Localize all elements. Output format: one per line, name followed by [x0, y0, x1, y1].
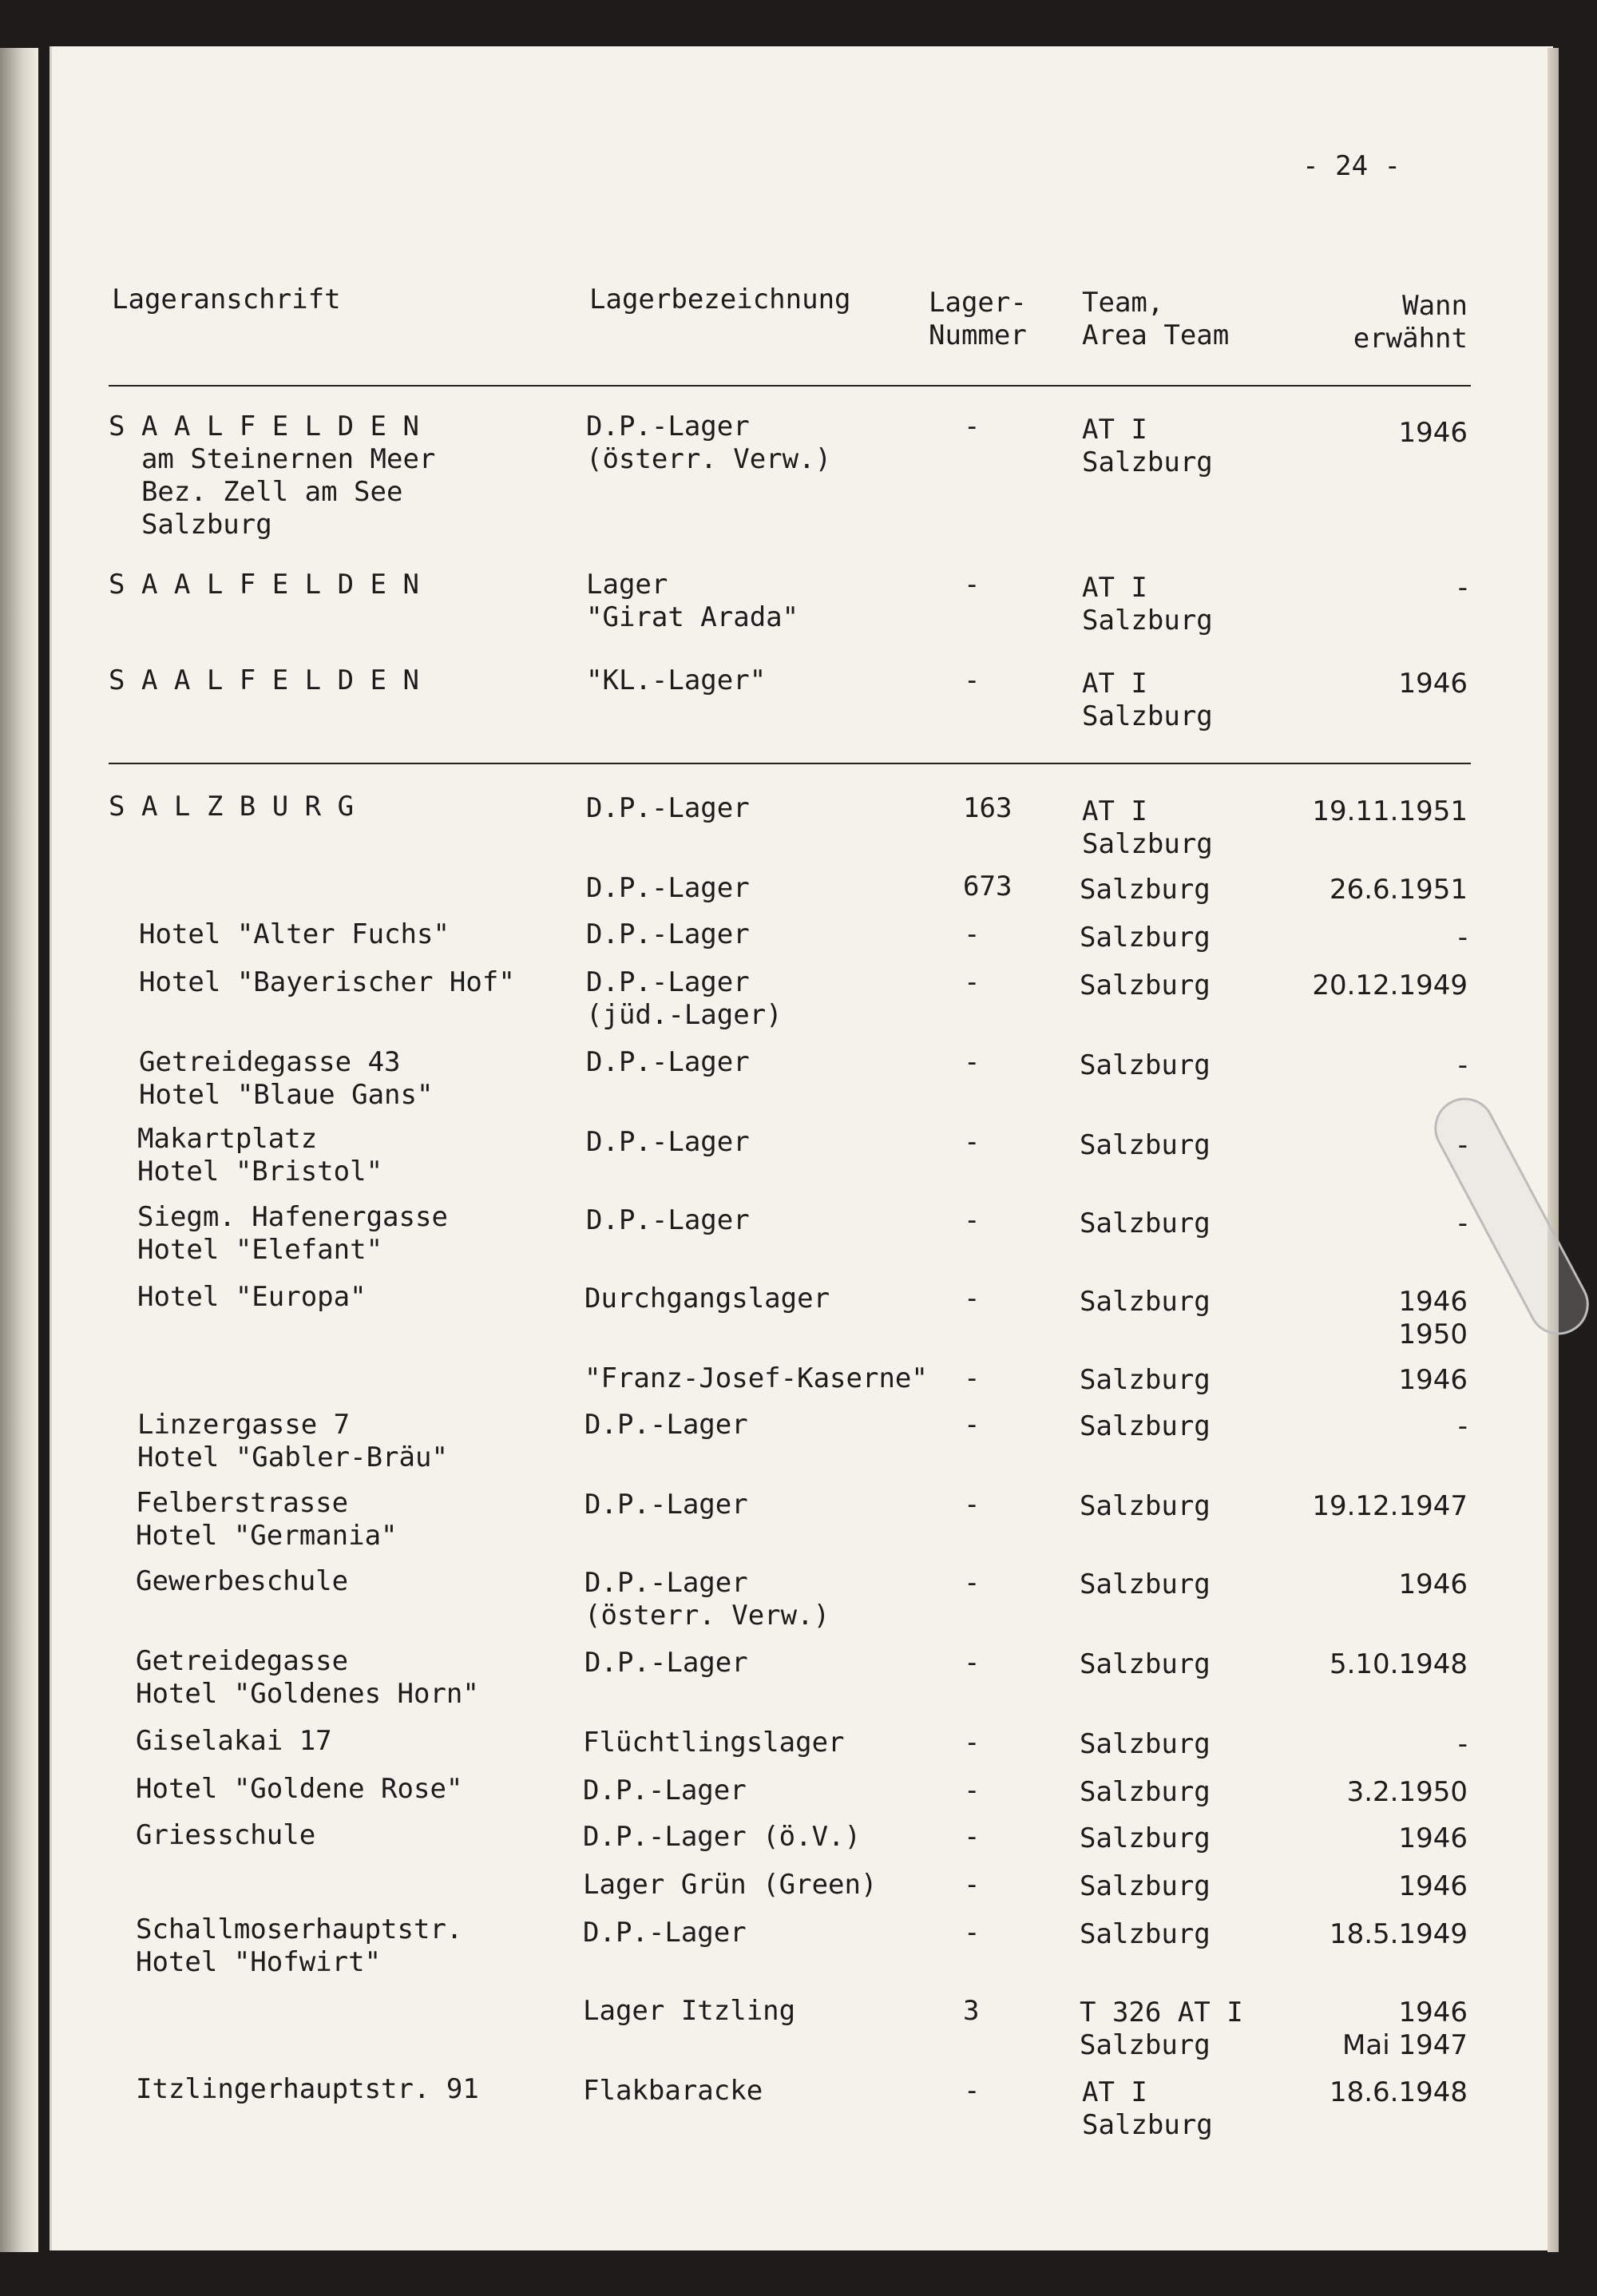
- row-date: 1946: [1398, 1364, 1468, 1396]
- row-number: -: [964, 1917, 981, 1949]
- row-number: -: [964, 569, 981, 601]
- row-date: 26.6.1951: [1329, 874, 1468, 906]
- row-date: -: [1457, 1129, 1468, 1161]
- row-designation: Flüchtlingslager: [583, 1727, 845, 1759]
- row-address: Hotel "Alter Fuchs": [139, 918, 450, 950]
- row-number: -: [964, 1821, 981, 1853]
- page-edge: [1547, 48, 1559, 2252]
- header-rule: [109, 385, 1471, 387]
- row-date: 18.6.1948: [1329, 2076, 1468, 2108]
- row-address: Itzlingerhauptstr. 91: [136, 2073, 479, 2105]
- row-team: Salzburg: [1080, 1049, 1211, 1081]
- page-number: - 24 -: [1302, 150, 1401, 182]
- row-team: Salzburg: [1080, 874, 1211, 906]
- row-date: 1946 Mai 1947: [1342, 1997, 1468, 2061]
- row-number: -: [964, 1647, 981, 1679]
- row-date: -: [1457, 1728, 1468, 1760]
- header-lagerbezeichnung: Lagerbezeichnung: [589, 284, 851, 315]
- row-number: 3: [963, 1995, 980, 2027]
- row-designation: Lager "Girat Arada": [586, 569, 799, 633]
- row-designation: D.P.-Lager: [585, 1409, 748, 1441]
- row-date: -: [1457, 1410, 1468, 1442]
- row-designation: D.P.-Lager: [586, 1046, 750, 1078]
- row-team: Salzburg: [1080, 1870, 1211, 1902]
- row-number: 673: [963, 870, 1012, 902]
- row-team: Salzburg: [1080, 1286, 1211, 1318]
- row-date: 3.2.1950: [1346, 1776, 1468, 1808]
- row-address: Makartplatz Hotel "Bristol": [137, 1123, 383, 1188]
- row-address: S A A L F E L D E N: [109, 569, 419, 601]
- row-date: 1946 1950: [1398, 1286, 1468, 1350]
- row-team: Salzburg: [1080, 1822, 1211, 1854]
- row-date: 19.11.1951: [1312, 795, 1468, 827]
- row-date: -: [1457, 1049, 1468, 1081]
- row-designation: D.P.-Lager: [585, 1647, 748, 1679]
- row-team: AT I Salzburg: [1082, 414, 1213, 478]
- row-date: 1946: [1398, 417, 1468, 449]
- row-designation: D.P.-Lager: [586, 1126, 750, 1158]
- row-designation: D.P.-Lager (österr. Verw.): [585, 1567, 830, 1632]
- row-date: 1946: [1398, 1822, 1468, 1854]
- row-team: AT I Salzburg: [1082, 2076, 1213, 2141]
- row-date: 1946: [1398, 1568, 1468, 1600]
- row-date: 1946: [1398, 668, 1468, 700]
- row-team: Salzburg: [1080, 1776, 1211, 1808]
- row-team: Salzburg: [1080, 1129, 1211, 1161]
- row-address: Giselakai 17: [136, 1725, 332, 1757]
- row-designation: Durchgangslager: [585, 1283, 830, 1315]
- row-number: -: [964, 1283, 981, 1315]
- row-date: -: [1457, 1207, 1468, 1239]
- row-date: 5.10.1948: [1329, 1648, 1468, 1680]
- row-designation: "Franz-Josef-Kaserne": [585, 1362, 928, 1394]
- header-wann-erwaehnt: Wann erwähnt: [1353, 290, 1468, 355]
- row-address: Felberstrasse Hotel "Germania": [136, 1487, 398, 1552]
- row-team: Salzburg: [1080, 1490, 1211, 1522]
- row-address: Siegm. Hafenergasse Hotel "Elefant": [137, 1201, 448, 1266]
- row-team: T 326 AT I Salzburg: [1080, 1997, 1243, 2061]
- row-number: -: [964, 1409, 981, 1441]
- row-number: -: [964, 1362, 981, 1394]
- row-designation: D.P.-Lager: [586, 792, 750, 824]
- row-designation: D.P.-Lager: [586, 872, 750, 904]
- row-address: Griesschule: [136, 1819, 316, 1851]
- row-designation: D.P.-Lager (jüd.-Lager): [586, 966, 783, 1031]
- row-number: -: [964, 1869, 981, 1901]
- row-number: -: [964, 1727, 981, 1759]
- header-lageranschrift: Lageranschrift: [112, 284, 341, 315]
- header-lager-nummer: Lager- Nummer: [929, 287, 1027, 351]
- row-date: -: [1457, 572, 1468, 604]
- row-number: -: [964, 1775, 981, 1806]
- row-address: Gewerbeschule: [136, 1565, 349, 1597]
- row-address: S A A L F E L D E N am Steinernen Meer Bez. Zell am See Salzburg: [109, 410, 436, 541]
- row-address: Linzergasse 7 Hotel "Gabler-Bräu": [137, 1409, 448, 1473]
- row-number: 163: [963, 792, 1012, 824]
- row-team: Salzburg: [1080, 1918, 1211, 1950]
- row-address: Getreidegasse 43 Hotel "Blaue Gans": [139, 1046, 434, 1111]
- row-team: Salzburg: [1080, 1568, 1211, 1600]
- row-address: Hotel "Bayerischer Hof": [139, 966, 515, 998]
- row-team: AT I Salzburg: [1082, 795, 1213, 860]
- row-designation: "KL.-Lager": [586, 664, 767, 696]
- row-team: AT I Salzburg: [1082, 572, 1213, 636]
- row-designation: D.P.-Lager (ö.V.): [583, 1821, 861, 1853]
- header-team: Team, Area Team: [1082, 287, 1230, 351]
- row-designation: Flakbaracke: [583, 2075, 763, 2107]
- row-team: Salzburg: [1080, 1648, 1211, 1680]
- row-date: -: [1457, 922, 1468, 954]
- row-designation: D.P.-Lager: [586, 1204, 750, 1236]
- row-number: -: [964, 966, 981, 998]
- row-designation: D.P.-Lager: [586, 918, 750, 950]
- row-team: Salzburg: [1080, 1207, 1211, 1239]
- row-number: -: [964, 1204, 981, 1236]
- row-designation: D.P.-Lager: [583, 1917, 747, 1949]
- row-designation: Lager Grün (Green): [583, 1869, 878, 1901]
- row-designation: D.P.-Lager (österr. Verw.): [586, 410, 832, 475]
- row-number: -: [964, 410, 981, 442]
- row-address: Hotel "Europa": [137, 1281, 367, 1313]
- row-number: -: [964, 664, 981, 696]
- row-address: Schallmoserhauptstr. Hotel "Hofwirt": [136, 1913, 463, 1978]
- row-number: -: [964, 2075, 981, 2107]
- row-team: Salzburg: [1080, 1728, 1211, 1760]
- row-date: 1946: [1398, 1870, 1468, 1902]
- row-team: Salzburg: [1080, 1364, 1211, 1396]
- row-designation: D.P.-Lager: [583, 1775, 747, 1806]
- row-address: Getreidegasse Hotel "Goldenes Horn": [136, 1645, 479, 1710]
- row-team: Salzburg: [1080, 1410, 1211, 1442]
- row-designation: D.P.-Lager: [585, 1489, 748, 1521]
- row-number: -: [964, 1567, 981, 1599]
- row-team: Salzburg: [1080, 970, 1211, 1001]
- row-number: -: [964, 918, 981, 950]
- book-spine: [0, 48, 38, 2252]
- section-rule: [109, 763, 1471, 764]
- row-address: S A A L F E L D E N: [109, 664, 419, 696]
- row-number: -: [964, 1489, 981, 1521]
- row-number: -: [964, 1126, 981, 1158]
- row-team: AT I Salzburg: [1082, 668, 1213, 732]
- row-designation: Lager Itzling: [583, 1995, 796, 2027]
- row-number: -: [964, 1046, 981, 1078]
- row-date: 18.5.1949: [1329, 1918, 1468, 1950]
- row-date: 20.12.1949: [1312, 970, 1468, 1001]
- row-address: S A L Z B U R G: [109, 791, 355, 823]
- row-team: Salzburg: [1080, 922, 1211, 954]
- row-date: 19.12.1947: [1312, 1490, 1468, 1522]
- row-address: Hotel "Goldene Rose": [136, 1773, 463, 1805]
